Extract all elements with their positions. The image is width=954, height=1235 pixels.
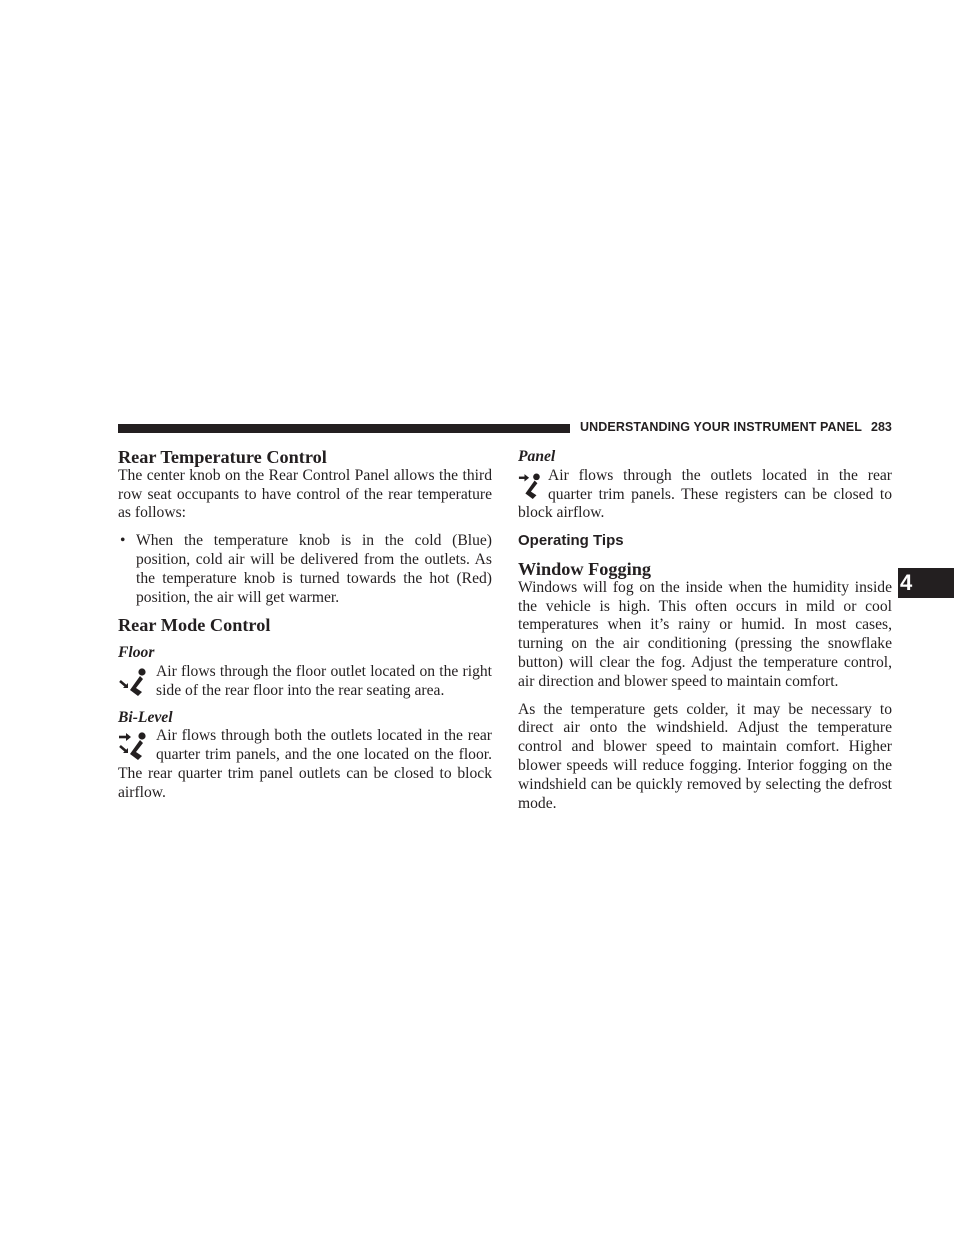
left-column	[118, 448, 492, 803]
chapter-tab: 4	[898, 568, 954, 598]
bilevel-mode-icon	[118, 731, 148, 763]
floor-text: Air flows through the floor outlet located on the right side of the rear floor into the rear seating area.	[156, 662, 492, 699]
right-column	[518, 448, 892, 813]
floor-heading: Floor	[118, 644, 155, 662]
running-header: UNDERSTANDING YOUR INSTRUMENT PANEL	[580, 420, 862, 434]
floor-mode-icon	[118, 667, 148, 699]
floor-description	[118, 663, 492, 701]
bullet-item	[118, 532, 492, 607]
operating-tips-heading: Operating Tips	[518, 532, 624, 550]
bilevel-text: Air flows through both the outlets located in the rear quarter trim panels, and the one located on the floor. The rear quarter trim panel outlets can be closed to block airflow.	[118, 727, 492, 801]
window-fogging-paragraph-1: Windows will fog on the inside when the humidity inside the vehicle is high. This often occurs in mild or cool temperatures when it’s rainy or humid. In most cases, turning on the air conditioning (pressing the snowflake button) will clear the fog. Adjust the temperature control, air direction and blower speed to maintain comfort.	[518, 578, 892, 690]
rear-mode-heading: Rear Mode Control	[118, 615, 271, 636]
rear-temperature-heading: Rear Temperature Control	[118, 447, 327, 467]
bilevel-description	[118, 727, 492, 802]
panel-text: Air flows through the outlets located in the rear quarter trim panels. These registers can be closed to block airflow.	[518, 466, 892, 522]
panel-description	[518, 467, 892, 523]
panel-heading: Panel	[518, 448, 556, 465]
window-fogging-heading: Window Fogging	[518, 558, 652, 579]
header-rule	[118, 424, 570, 433]
bullet-dot: •	[120, 532, 126, 550]
bullet-text: When the temperature knob is in the cold (Blue) position, cold air will be delivered from the outlets. As the temperature knob is turned towards the hot (Red) position, the air will get warmer.	[136, 532, 492, 606]
rear-temperature-paragraph: The center knob on the Rear Control Panel allows the third row seat occupants to have control of the rear temperature as follows:	[118, 466, 492, 522]
page-number: 283	[871, 420, 892, 434]
bilevel-heading: Bi-Level	[118, 708, 173, 726]
window-fogging-paragraph-2: As the temperature gets colder, it may be necessary to direct air onto the windshield. Adjust the temperature control and blower speed to maintain comfort. Higher blower speeds will reduce fogging. Interior fogging on the windshield can be quickly removed by selecting the defrost mode.	[518, 700, 892, 812]
panel-mode-icon	[518, 471, 542, 503]
